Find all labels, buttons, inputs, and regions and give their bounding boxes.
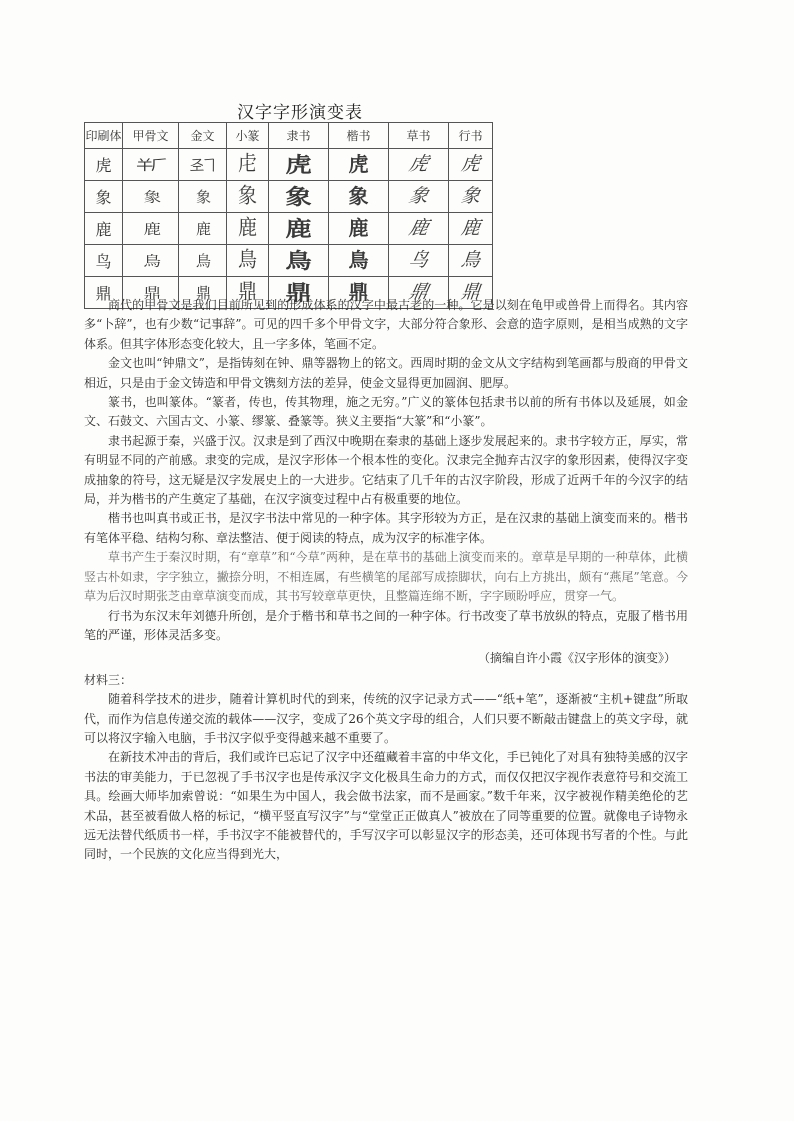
glyph-cell [449, 213, 493, 245]
cursive-glyph: 象 [406, 185, 431, 207]
print-char-cell [85, 213, 123, 245]
table-header-row [85, 123, 493, 149]
paragraph-material3-2: 在新技术冲击的背后，我们或许已忘记了汉字中还蕴藏着丰富的中华文化，手已钝化了对具有独特美感的汉字书法的审美能力，于已忽视了手书汉字也是传承汉字文化极具生命力的方式，而仅仅把汉字视作表意符号和交流工具。绘画大师毕加索曾说：“如果生为中国人，我会做书法家，而不是画家。”数千年来，汉字被视作精美绝伦的艺术品，甚至被看做人格的标记，“横平竖直写汉字”与“堂堂正正做真人”被放在了同等重要的位置。就像电子诗物永远无法替代纸质书一样，手书汉字不能被替代的，手写汉字可以彰显汉字的形态美，还可体现书写者的个性。与此同时，一个民族的文化应当得到光大， [84, 750, 688, 862]
glyph-cell [227, 181, 269, 213]
running-glyph: 鼎 [459, 281, 482, 303]
glyph-cell [329, 149, 389, 181]
glyph-cell [123, 213, 179, 245]
glyph-cell [329, 181, 389, 213]
glyph-cell [227, 149, 269, 181]
glyph-cell [389, 181, 449, 213]
clerical-glyph: 象 [285, 183, 312, 209]
bronze-glyph: 鹿 [195, 220, 209, 238]
table-row [85, 213, 493, 245]
print-char: 鸟 [95, 252, 112, 271]
running-glyph: 虎 [459, 153, 482, 175]
paragraph-clerical: 隶书起源于秦，兴盛于汉。汉隶是到了西汉中晚期在秦隶的基础上逐步发展起来的。隶书字较方正，厚实，常有明显不同的产前感。隶变的完成，是汉字形体一个根本性的变化。汉隶完全抛弃古汉字的象形因素，使得汉字变成抽象的符号，这无疑是汉字发展史上的一大进步。它结束了几千年的古汉字阶段，形成了近两千年的今汉字的结局，并为楷书的产生奠定了基础，在汉字演变过程中占有极重要的地位。 [84, 433, 688, 507]
seal-glyph: 鳥 [237, 247, 257, 273]
cursive-glyph: 鸟 [406, 249, 431, 271]
glyph-cell [179, 245, 227, 277]
glyph-cell [449, 149, 493, 181]
print-char: 鹿 [95, 220, 112, 239]
article-body [84, 296, 688, 865]
glyph-cell [269, 149, 329, 181]
glyph-cell [329, 245, 389, 277]
print-char: 鼎 [95, 284, 112, 303]
print-char-cell [85, 245, 123, 277]
glyph-cell [269, 181, 329, 213]
print-char: 虎 [95, 156, 112, 175]
paragraph-material3-1: 随着科学技术的进步，随着计算机时代的到来，传统的汉字记录方式——“纸+笔”，逐渐被“主机+键盘”所取代，而作为信息传递交流的载体——汉字，变成了26个英文字母的组合，人们只要不断敲击键盘上的英文字母，就可以将汉字输入电脑，手书汉字似乎变得越来越不重要了。 [84, 692, 688, 745]
header-clerical: 隶书 [269, 123, 329, 149]
bronze-glyph: 𢀖𠃍 [189, 156, 216, 174]
glyph-cell [227, 213, 269, 245]
bronze-glyph: 象 [195, 188, 209, 206]
clerical-glyph: 虎 [285, 151, 312, 177]
header-small-seal: 小篆 [227, 123, 269, 149]
seal-glyph: 鼎 [237, 279, 257, 305]
paragraph-regular: 楷书也叫真书或正书，是汉字书法中常见的一种字体。其字形较为方正，是在汉隶的基础上演变而来的。楷书有笔体平稳、结构匀称、章法整洁、便于阅读的特点，成为汉字的标准字体。 [84, 511, 688, 545]
running-glyph: 象 [459, 185, 482, 207]
header-bronze: 金文 [179, 123, 227, 149]
source-attribution: （摘编自许小霞《汉字形体的演变》） [477, 651, 676, 666]
seal-glyph: 象 [237, 183, 257, 209]
seal-glyph: 鹿 [237, 215, 257, 241]
glyph-cell [123, 245, 179, 277]
clerical-glyph: 鳥 [285, 247, 312, 273]
cursive-glyph: 虎 [406, 153, 431, 175]
regular-glyph: 鹿 [348, 216, 369, 240]
cursive-glyph: 鹿 [406, 217, 431, 239]
regular-glyph: 鳥 [348, 248, 369, 272]
oracle-glyph: 𧰼 [143, 190, 158, 206]
glyph-cell [269, 213, 329, 245]
glyph-cell [179, 149, 227, 181]
clerical-glyph: 鹿 [285, 215, 312, 241]
glyph-cell [389, 149, 449, 181]
glyph-cell [389, 245, 449, 277]
running-glyph: 鳥 [459, 249, 482, 271]
glyph-cell [449, 181, 493, 213]
print-char: 象 [95, 188, 112, 207]
header-regular: 楷书 [329, 123, 389, 149]
glyph-cell [227, 245, 269, 277]
paragraph-running: 行书为东汉末年刘德升所创，是介于楷书和草书之间的一种字体。行书改变了草书放纵的特点，克服了楷书用笔的严谨，形体灵活多变。 [84, 608, 688, 642]
character-evolution-table [84, 122, 493, 309]
header-running: 行书 [449, 123, 493, 149]
glyph-cell [389, 213, 449, 245]
print-char-cell [85, 181, 123, 213]
oracle-glyph: 鼎 [143, 286, 158, 302]
regular-glyph: 虎 [348, 152, 369, 176]
running-glyph: 鹿 [459, 217, 482, 239]
table-title: 汉字字形演变表 [237, 103, 363, 123]
oracle-glyph: 𢆉𠂆 [135, 158, 166, 174]
clerical-glyph: 鼎 [285, 279, 312, 305]
paragraph-oracle-bone: 商代的甲骨文是我们目前所见到的形成体系的汉字中最古老的一种。它是以刻在龟甲或兽骨上而得名。其内容多“卜辞”，也有少数“记事辞”。可见的四千多个甲骨文字，大部分符合象形、会意的造字原则，是相当成熟的文字体系。但其字体形态变化较大，且一字多体，笔画不定。 [84, 298, 688, 351]
glyph-cell [123, 149, 179, 181]
bronze-glyph: 鳥 [195, 252, 209, 270]
regular-glyph: 象 [348, 184, 369, 208]
table-row [85, 181, 493, 213]
glyph-cell [123, 181, 179, 213]
print-char-cell [85, 149, 123, 181]
glyph-cell [179, 213, 227, 245]
cursive-glyph: 鼎 [406, 281, 431, 303]
seal-glyph: 虍 [237, 151, 257, 177]
header-cursive: 草书 [389, 123, 449, 149]
glyph-cell [269, 245, 329, 277]
bronze-glyph: 鼎 [195, 284, 209, 302]
oracle-glyph: 鹿 [143, 222, 158, 238]
table-row [85, 149, 493, 181]
glyph-cell [329, 213, 389, 245]
paragraph-bronze: 金文也叫“钟鼎文”，是指铸刻在钟、鼎等器物上的铭文。西周时期的金文从文字结构到笔画都与殷商的甲骨文相近，只是由于金文铸造和甲骨文镌刻方法的差异，使金文显得更加圆润、肥厚。 [84, 356, 688, 390]
paragraph-seal: 篆书，也叫篆体。“篆者，传也，传其物理，施之无穷。”广义的篆体包括隶书以前的所有书体以及延展，如金文、石鼓文、六国古文、小篆、缪篆、叠篆等。狭义主要指“大篆”和“小篆”。 [84, 395, 688, 429]
glyph-cell [179, 181, 227, 213]
glyph-cell [449, 245, 493, 277]
section-heading: 材料三： [84, 672, 133, 687]
header-print: 印刷体 [85, 123, 123, 149]
regular-glyph: 鼎 [348, 280, 369, 304]
header-oracle: 甲骨文 [123, 123, 179, 149]
paragraph-cursive: 草书产生于秦汉时期，有“章草”和“今草”两种，是在草书的基础上演变而来的。章草是早期的一种草体，此横竖古朴如隶，字字独立，撇捺分明，不相连属，有些横笔的尾部写成捺脚状，向右上方挑出，颇有“燕尾”笔意。今草为后汉时期张芝由章草演变而成，其书写较章草更快，且整篇连绵不断，字字顾盼呼应，贯穿一气。 [84, 550, 688, 604]
table-row [85, 245, 493, 277]
oracle-glyph: 鳥 [143, 254, 158, 270]
